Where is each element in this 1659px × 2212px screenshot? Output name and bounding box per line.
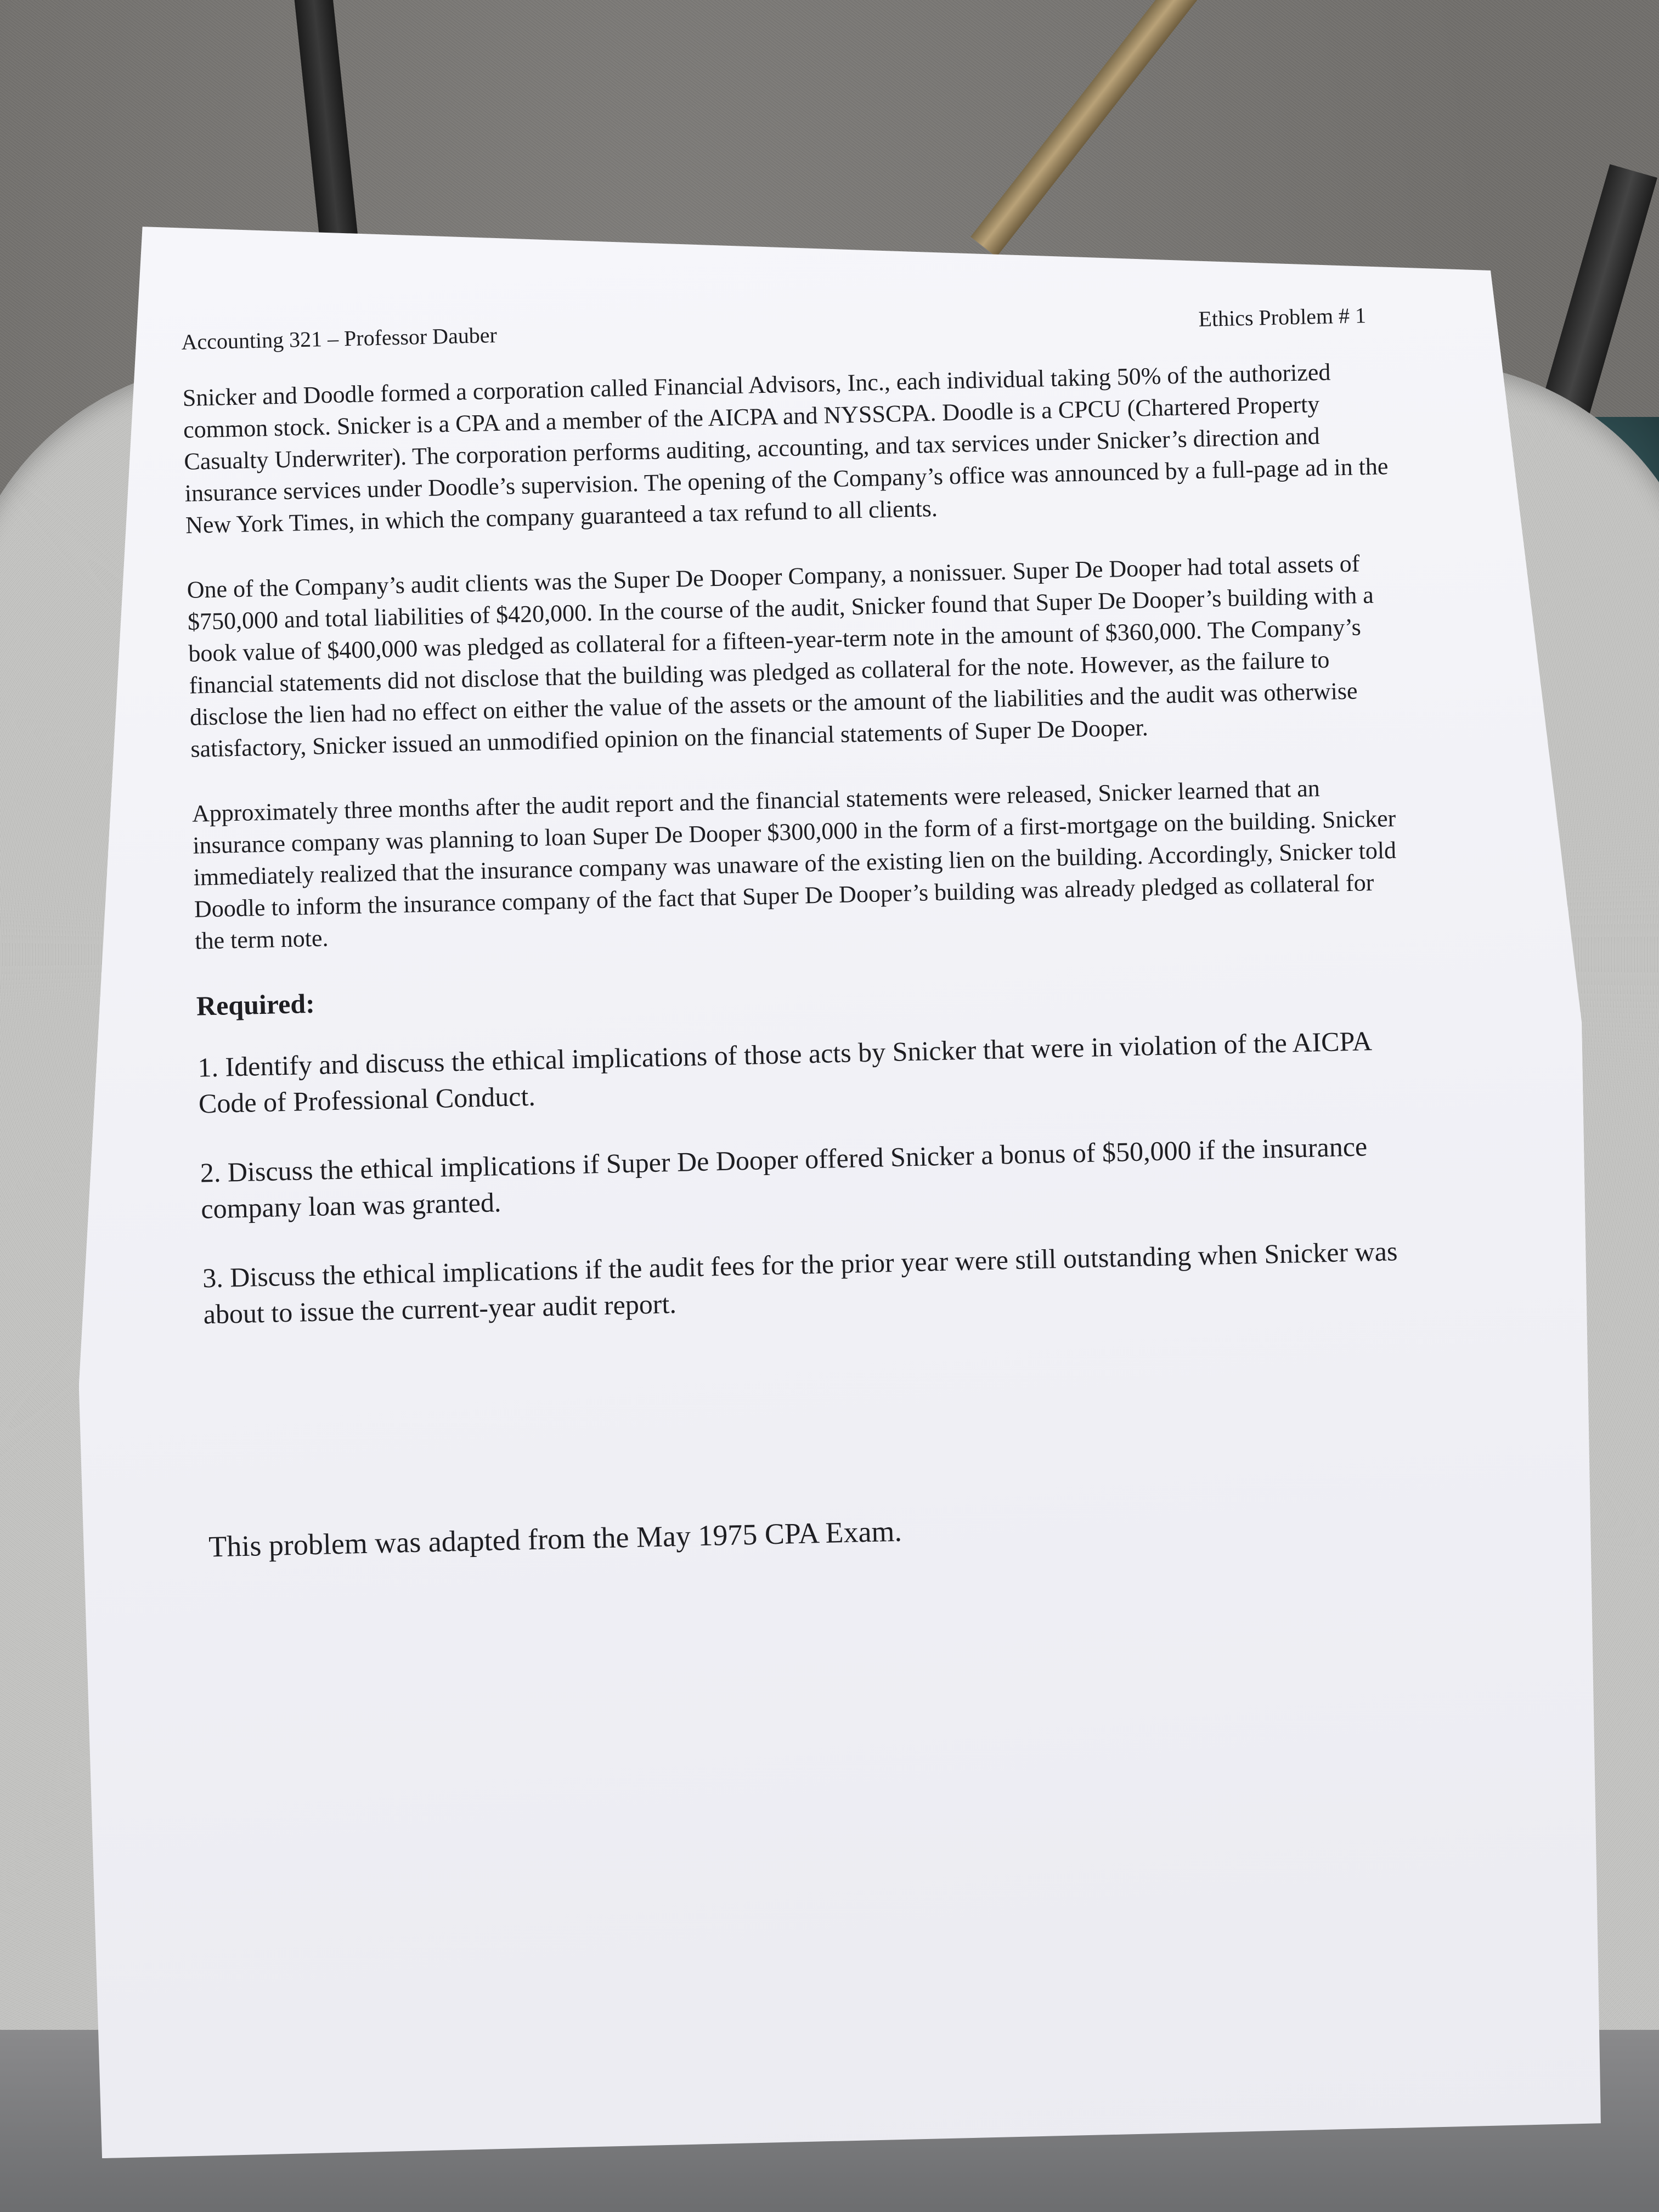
paragraph-3: Approximately three months after the audit report and the financial statements were released, Snicker learned that an insurance company was planning to loan Super De Dooper $300,000 in the form of a first-mortgage on the building. Snicker immediately realized that the insurance company was unaware of the existing lien on the building. Accordingly, Snicker told Doodle to inform the insurance company of the fact that Super De Dooper’s building was already pledged as collateral for the term note.	[191, 775, 1397, 955]
problem-label: Ethics Problem # 1	[1198, 302, 1367, 331]
paragraph-2: One of the Company’s audit clients was the Super De Dooper Company, a nonissuer. Super De Dooper had total assets of $750,000 and total liabilities of $420,000. In the course of the audit, Snicker found that Super De Dooper’s building with a book value of $400,000 was pledged as collateral for a fifteen-year-term note in the amount of $360,000. The Company’s financial statements did not disclose that the building was pledged as collateral for the note. However, as the failure to disclose the lien had no effect on either the value of the assets or the amount of the liabilities and the audit was otherwise satisfactory, Snicker issued an unmodified opinion on the financial statements of Super De Dooper.	[187, 550, 1374, 763]
document-content	[181, 302, 1416, 1564]
question-2: 2. Discuss the ethical implications if Super De Dooper offered Snicker a bonus of $50,000 if the insurance company loan was granted.	[200, 1131, 1368, 1224]
paragraph-1: Snicker and Doodle formed a corporation called Financial Advisors, Inc., each individual taking 50% of the authorized common stock. Snicker is a CPA and a member of the AICPA and NYSSCPA. Doodle is a CPCU (Chartered Property Casualty Underwriter). The corporation performs auditing, accounting, and tax services under Snicker’s direction and insurance services under Doodle’s supervision. The opening of the Company’s office was announced by a full-page ad in the New York Times, in which the company guaranteed a tax refund to all clients.	[182, 358, 1389, 539]
question-1: 1. Identify and discuss the ethical implications of those acts by Snicker that were in violation of the AICPA Code of Professional Conduct.	[197, 1025, 1371, 1119]
required-heading: Required:	[196, 988, 315, 1022]
course-title: Accounting 321 – Professor Dauber	[181, 322, 498, 354]
question-3: 3. Discuss the ethical implications if the audit fees for the prior year were still outstanding when Snicker was about to issue the current-year audit report.	[202, 1235, 1398, 1330]
source-note: This problem was adapted from the May 1975 CPA Exam.	[208, 1514, 902, 1564]
